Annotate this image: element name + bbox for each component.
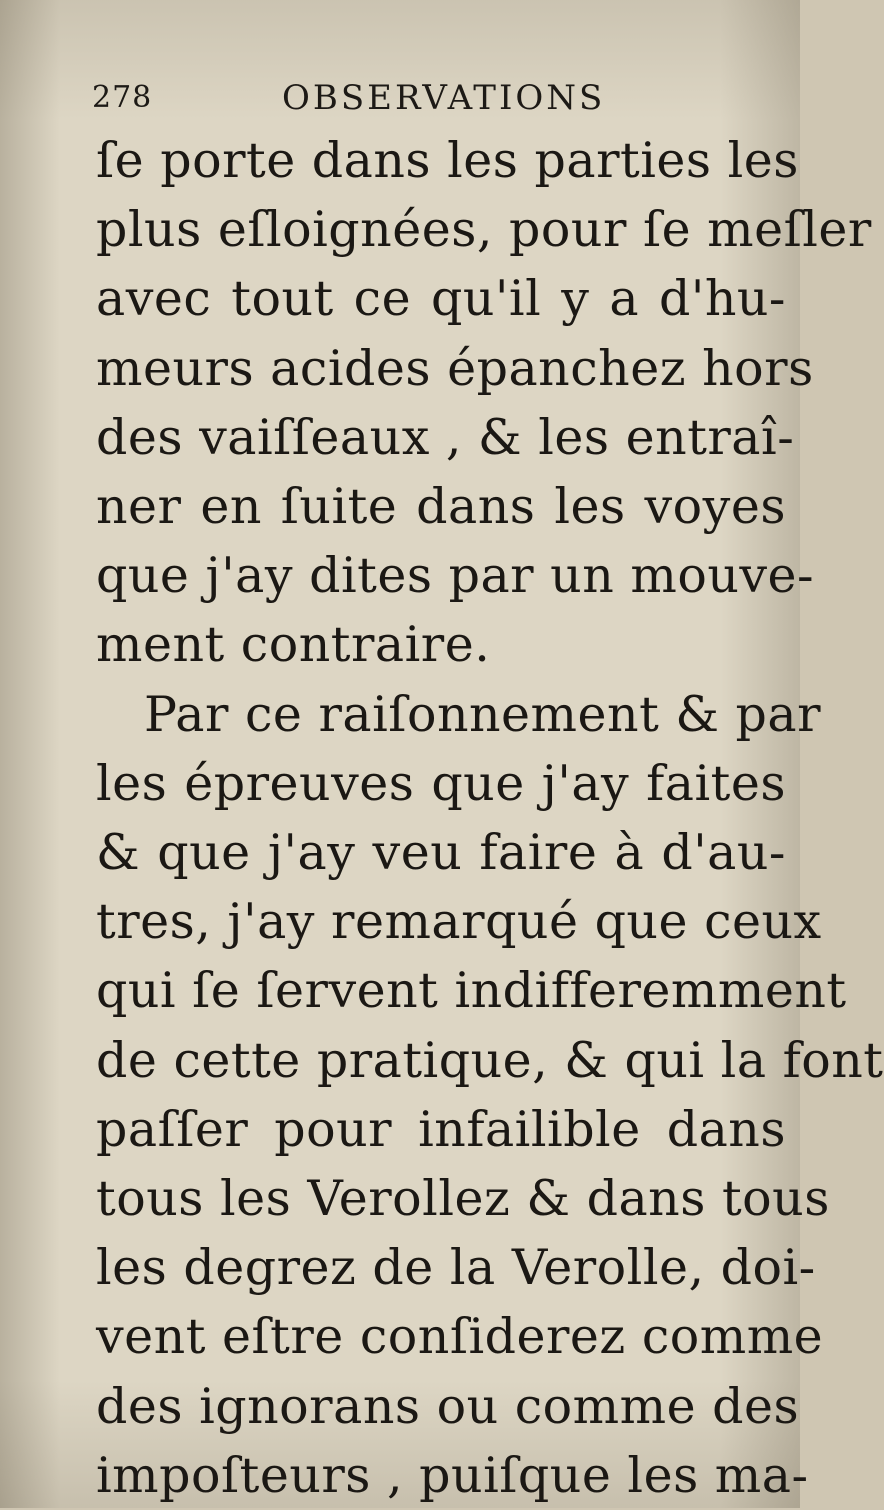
text-line: & que j'ay veu faire à d'au-	[96, 824, 786, 882]
text-line: qui ſe ſervent indifferemment	[96, 962, 847, 1020]
text-line: tres, j'ay remarqué que ceux	[96, 893, 822, 951]
text-line: tous les Verollez & dans tous	[96, 1170, 830, 1228]
text-line: les épreuves que j'ay faites	[96, 754, 786, 812]
body-text	[96, 126, 884, 1510]
text-line: des ignorans ou comme des	[96, 1377, 800, 1435]
running-head: OBSERVATIONS	[282, 78, 606, 118]
text-line: plus eſloignées, pour ſe meſler	[96, 201, 872, 259]
text-line: meurs acides épanchez hors	[96, 339, 814, 397]
text-line: ner en ſuite dans les voyes	[96, 478, 786, 536]
text-line: avec tout ce qu'il y a d'hu-	[96, 270, 786, 328]
text-line: de cette pratique, & qui la font	[96, 1031, 884, 1089]
paragraph-start-line: Par ce raiſonnement & par	[144, 685, 822, 743]
text-line: vent eſtre conſiderez comme	[96, 1308, 824, 1366]
text-line: ſe porte dans les parties les	[96, 132, 799, 189]
text-line: les degrez de la Verolle, doi-	[96, 1239, 816, 1297]
text-line: ment contraire.	[96, 616, 491, 674]
text-line: des vaiſſeaux , & les entraî-	[96, 408, 795, 466]
text-line: impoſteurs , puiſque les ma-	[96, 1446, 809, 1504]
page-header	[92, 78, 772, 118]
page-number: 278	[92, 80, 153, 115]
text-line: paſſer pour infailible dans	[96, 1100, 786, 1158]
text-line: que j'ay dites par un mouve-	[96, 547, 815, 605]
